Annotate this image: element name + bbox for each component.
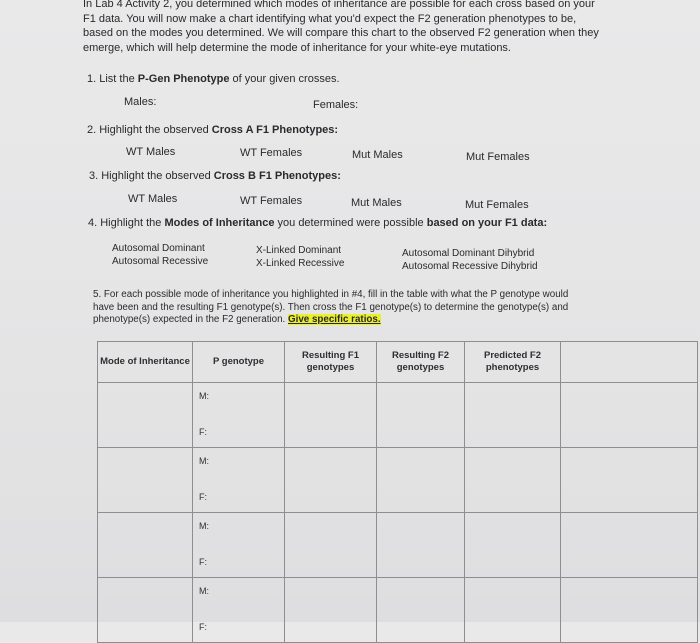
question-4: 4. Highlight the Modes of Inheritance you determined were possible based on your F1 data: <box>88 217 548 229</box>
f2-phenotype-cell[interactable] <box>465 513 561 578</box>
females-label: Females: <box>313 99 359 111</box>
mode-cell[interactable] <box>98 383 193 448</box>
header-f2-genotypes: Resulting F2 genotypes <box>377 342 465 383</box>
f2-phenotype-cell[interactable] <box>465 383 561 448</box>
cross-b-option-mut-females[interactable]: Mut Females <box>465 199 529 211</box>
table-row <box>98 513 698 578</box>
extra-cell[interactable] <box>561 448 698 513</box>
f2-genotype-cell[interactable] <box>377 448 465 513</box>
p-genotype-cell[interactable] <box>193 513 285 578</box>
cross-b-option-mut-males[interactable]: Mut Males <box>351 197 402 209</box>
extra-cell[interactable] <box>561 513 698 578</box>
header-mode: Mode of Inheritance <box>98 342 193 383</box>
cross-a-option-mut-females[interactable]: Mut Females <box>466 151 530 163</box>
mode-x-linked-dominant[interactable]: X-Linked Dominant <box>256 245 342 256</box>
mode-cell[interactable] <box>98 448 193 513</box>
mode-autosomal-recessive-dihybrid[interactable]: Autosomal Recessive Dihybrid <box>402 261 538 272</box>
female-label: F: <box>199 557 207 567</box>
cross-b-option-wt-females[interactable]: WT Females <box>240 195 303 207</box>
female-label: F: <box>199 427 207 437</box>
f1-cell[interactable] <box>285 513 377 578</box>
extra-cell[interactable] <box>561 578 698 643</box>
question-2: 2. Highlight the observed Cross A F1 Phenotypes: <box>87 124 339 136</box>
header-p-genotype: P genotype <box>193 342 285 383</box>
highlighted-instruction: Give specific ratios. <box>288 314 381 325</box>
male-label: M: <box>199 521 209 531</box>
male-label: M: <box>199 586 209 596</box>
question-3: 3. Highlight the observed Cross B F1 Phenotypes: <box>89 170 341 182</box>
header-f2-phenotypes: Predicted F2 phenotypes <box>465 342 561 383</box>
mode-cell[interactable] <box>98 578 193 643</box>
intro-paragraph: In Lab 4 Activity 2, you determined which modes of inheritance are possible for each cross based on your F1 data. You will now make a chart identifying what you'd expect the F2 generation phenotypes to be, based on the modes you determined. We will compare this chart to the observed F2 generation when they emerge, which will help determine the mode of inheritance for your white-eye mutations. <box>83 0 599 54</box>
f2-genotype-cell[interactable] <box>377 383 465 448</box>
f1-cell[interactable] <box>285 448 377 513</box>
cross-a-option-wt-females[interactable]: WT Females <box>240 147 303 159</box>
f2-genotype-cell[interactable] <box>377 578 465 643</box>
males-label: Males: <box>124 96 157 108</box>
f1-cell[interactable] <box>285 383 377 448</box>
male-label: M: <box>199 391 209 401</box>
female-label: F: <box>199 492 207 502</box>
table-header-row <box>98 342 698 383</box>
cross-a-option-mut-males[interactable]: Mut Males <box>352 149 403 161</box>
question-5: 5. For each possible mode of inheritance you highlighted in #4, fill in the table with what the P genotype would have been and the resulting F1 genotype(s). Then cross the F1 genotype(s) to determine the genotype(s) and phenotype(s) expected in the F2 generation. Give specific ratios. <box>93 289 569 325</box>
table-row <box>98 578 698 643</box>
cross-a-option-wt-males[interactable]: WT Males <box>126 146 176 158</box>
question-1: 1. List the P-Gen Phenotype of your given crosses. <box>87 73 340 85</box>
mode-autosomal-recessive[interactable]: Autosomal Recessive <box>112 256 209 267</box>
mode-cell[interactable] <box>98 513 193 578</box>
table-row <box>98 448 698 513</box>
f2-genotype-cell[interactable] <box>377 513 465 578</box>
p-genotype-cell[interactable] <box>193 578 285 643</box>
f2-phenotype-cell[interactable] <box>465 578 561 643</box>
inheritance-table <box>97 341 698 643</box>
header-blank <box>561 342 698 383</box>
mode-autosomal-dominant-dihybrid[interactable]: Autosomal Dominant Dihybrid <box>402 248 535 259</box>
mode-autosomal-dominant[interactable]: Autosomal Dominant <box>112 243 205 254</box>
male-label: M: <box>199 456 209 466</box>
extra-cell[interactable] <box>561 383 698 448</box>
table-row <box>98 383 698 448</box>
p-genotype-cell[interactable] <box>193 383 285 448</box>
female-label: F: <box>199 622 207 632</box>
mode-x-linked-recessive[interactable]: X-Linked Recessive <box>256 258 345 269</box>
f2-phenotype-cell[interactable] <box>465 448 561 513</box>
p-genotype-cell[interactable] <box>193 448 285 513</box>
header-f1-genotypes: Resulting F1 genotypes <box>285 342 377 383</box>
f1-cell[interactable] <box>285 578 377 643</box>
cross-b-option-wt-males[interactable]: WT Males <box>128 193 178 205</box>
